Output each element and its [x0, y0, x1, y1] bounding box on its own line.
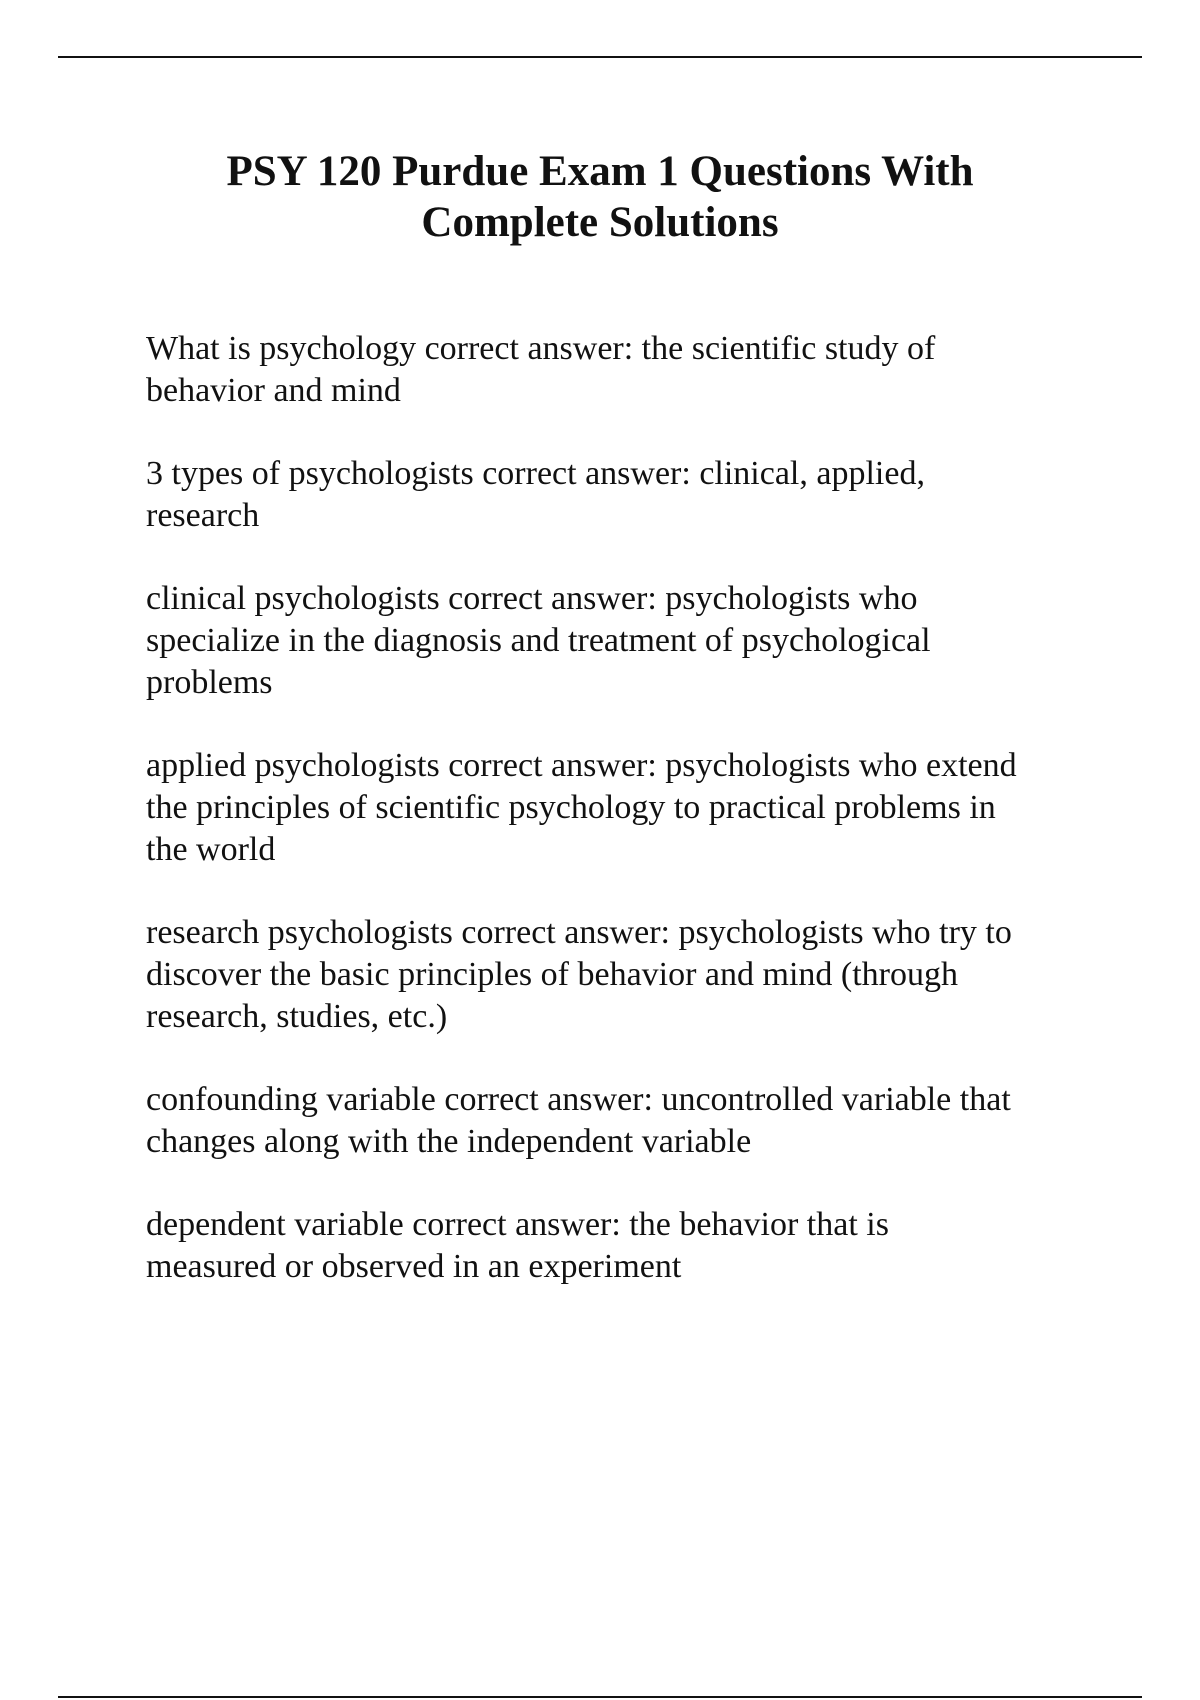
- top-rule: [58, 56, 1142, 58]
- qa-line: problems: [146, 664, 273, 701]
- qa-entry-applied-psychologists: [146, 745, 1096, 871]
- qa-line: the principles of scientific psychology to practical problems in: [146, 789, 996, 826]
- qa-entry-dependent-variable: [146, 1204, 1096, 1288]
- qa-line: measured or observed in an experiment: [146, 1248, 682, 1285]
- document-title: [100, 146, 1100, 248]
- qa-line: applied psychologists correct answer: psychologists who extend: [146, 747, 1017, 784]
- qa-line: the world: [146, 831, 276, 868]
- qa-entry-confounding-variable: [146, 1079, 1096, 1163]
- qa-line: behavior and mind: [146, 372, 401, 409]
- qa-line: confounding variable correct answer: uncontrolled variable that: [146, 1081, 1011, 1118]
- qa-entry-research-psychologists: [146, 912, 1096, 1038]
- qa-line: research, studies, etc.): [146, 998, 448, 1035]
- qa-line: specialize in the diagnosis and treatment of psychological: [146, 622, 931, 659]
- qa-entry-types-of-psychologists: [146, 453, 1096, 537]
- qa-line: discover the basic principles of behavior and mind (through: [146, 956, 958, 993]
- qa-line: clinical psychologists correct answer: psychologists who: [146, 580, 918, 617]
- qa-line: changes along with the independent variable: [146, 1123, 752, 1160]
- qa-entry-clinical-psychologists: [146, 578, 1096, 704]
- qa-list: [146, 328, 1096, 1329]
- qa-line: dependent variable correct answer: the behavior that is: [146, 1206, 889, 1243]
- title-line-1: PSY 120 Purdue Exam 1 Questions With: [226, 148, 974, 195]
- qa-line: What is psychology correct answer: the scientific study of: [146, 330, 936, 367]
- bottom-rule: [58, 1696, 1142, 1698]
- qa-line: research psychologists correct answer: psychologists who try to: [146, 914, 1012, 951]
- title-line-2: Complete Solutions: [421, 199, 779, 246]
- qa-line: 3 types of psychologists correct answer: clinical, applied,: [146, 455, 925, 492]
- qa-entry-what-is-psychology: [146, 328, 1096, 412]
- qa-line: research: [146, 497, 260, 534]
